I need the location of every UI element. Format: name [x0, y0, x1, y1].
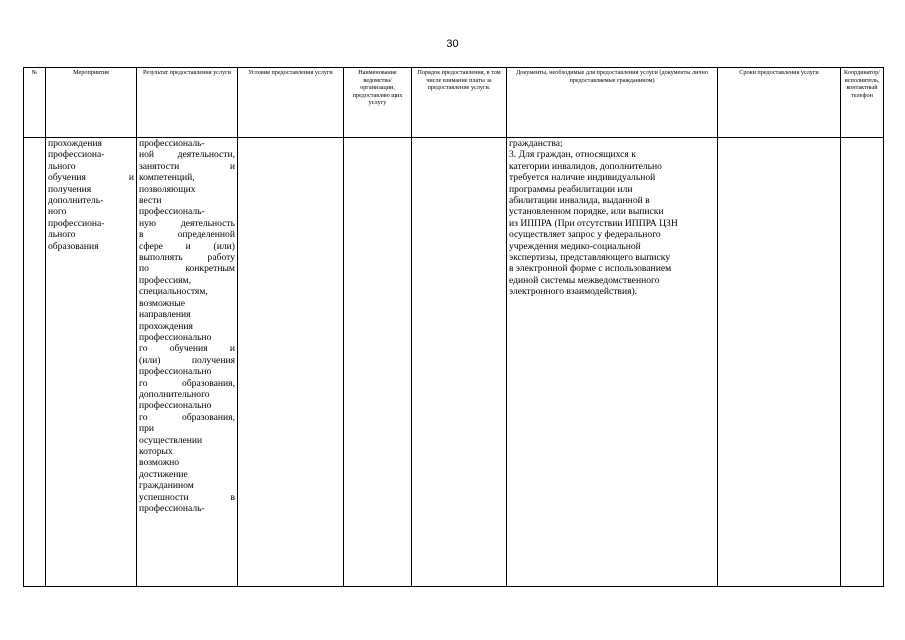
- text-line: ную деятельность: [139, 217, 235, 229]
- header-conditions: Условия предоставления услуги: [238, 68, 344, 138]
- text-line: получения: [48, 183, 92, 195]
- text-line: которых: [139, 445, 173, 457]
- text-line: профессиональ-: [139, 138, 205, 149]
- text-line: в определенной: [139, 229, 235, 241]
- text-line: обучения и: [48, 172, 134, 184]
- table-row: [24, 138, 884, 587]
- cell-procedure: [412, 138, 507, 587]
- cell-events: [46, 138, 137, 587]
- text-line: учреждения медико-социальной: [509, 240, 641, 252]
- services-table: [23, 67, 884, 587]
- text-line: льного: [48, 160, 76, 172]
- text-line: специальностям,: [139, 286, 208, 298]
- header-documents: Документы, необходимые для предоставления услуги (документы лично предоставляемые гражданином): [507, 68, 718, 138]
- text-line: профессиональ-: [139, 206, 205, 218]
- header-coordinator: Координатор/ исполнитель, контактный телефон: [841, 68, 884, 138]
- text-line: позволяющих: [139, 183, 196, 195]
- cell-number: [24, 138, 46, 587]
- text-line: прохождения: [139, 320, 193, 332]
- text-line: выполнять работу: [139, 252, 235, 264]
- text-line: успешности в: [139, 491, 235, 503]
- text-line: образования: [48, 240, 99, 252]
- text-line: единой системы межведомственного: [509, 274, 660, 286]
- cell-result: [137, 138, 238, 587]
- text-line: возможные: [139, 297, 186, 309]
- cell-terms: [718, 138, 841, 587]
- text-line: осуществляет запрос у федерального: [509, 229, 661, 241]
- documents-lines: [509, 138, 715, 298]
- text-line: го образования,: [139, 377, 235, 389]
- text-line: прохождения: [48, 138, 102, 149]
- text-line: профессионально: [139, 331, 212, 343]
- text-line: категории инвалидов, дополнительно: [509, 160, 662, 172]
- result-lines: [139, 138, 235, 514]
- text-line: абилитации инвалида, выданной в: [509, 195, 650, 207]
- events-lines: [48, 138, 134, 252]
- text-line: сфере и (или): [139, 240, 235, 252]
- text-line: гражданства;: [509, 138, 563, 149]
- text-line: профессионально: [139, 366, 212, 378]
- text-line: ного: [48, 206, 67, 218]
- text-line: из ИППРА (При отсутствии ИППРА ЦЗН: [509, 217, 678, 229]
- text-line: профессионально: [139, 400, 212, 412]
- page-number: 30: [446, 38, 459, 50]
- header-result: Результат предоставления услуги: [137, 68, 238, 138]
- header-number: №: [24, 68, 46, 138]
- text-line: профессиона-: [48, 149, 105, 161]
- cell-organization: [344, 138, 412, 587]
- text-line: при: [139, 423, 155, 435]
- text-line: го обучения и: [139, 343, 235, 355]
- text-line: достижение: [139, 468, 188, 480]
- text-line: требуется наличие индивидуальной: [509, 172, 656, 184]
- text-line: установленном порядке, или выписки: [509, 206, 664, 218]
- text-line: профессиона-: [48, 217, 105, 229]
- header-terms: Сроки предоставления услуги: [718, 68, 841, 138]
- text-line: 3. Для граждан, относящихся к: [509, 149, 636, 161]
- text-line: го образования,: [139, 411, 235, 423]
- header-events: Мероприятия: [46, 68, 137, 138]
- text-line: вести: [139, 195, 162, 207]
- text-line: экспертизы, представляющего выписку: [509, 252, 671, 264]
- text-line: электронного взаимодействия).: [509, 286, 638, 298]
- text-line: компетенций,: [139, 172, 195, 184]
- text-line: осуществлении: [139, 434, 203, 446]
- text-line: возможно: [139, 457, 180, 469]
- text-line: дополнительного: [139, 388, 210, 400]
- text-line: дополнитель-: [48, 195, 104, 207]
- text-line: (или) получения: [139, 354, 235, 366]
- text-line: профессиональ-: [139, 503, 205, 514]
- header-organization: Наименование ведомства/ организации, предоставляю щих услугу: [344, 68, 412, 138]
- text-line: программы реабилитации или: [509, 183, 633, 195]
- table-header-row: [24, 68, 884, 138]
- text-line: по конкретным: [139, 263, 235, 275]
- text-line: гражданином: [139, 480, 194, 492]
- cell-documents: [507, 138, 718, 587]
- text-line: в электронной форме с использованием: [509, 263, 672, 275]
- text-line: льного: [48, 229, 76, 241]
- text-line: профессиям,: [139, 274, 191, 286]
- text-line: ной деятельности,: [139, 149, 235, 161]
- cell-conditions: [238, 138, 344, 587]
- text-line: занятости и: [139, 160, 235, 172]
- cell-coordinator: [841, 138, 884, 587]
- header-procedure: Порядок предоставления, в том числе взимание платы за предоставление услуги.: [412, 68, 507, 138]
- text-line: направления: [139, 309, 191, 321]
